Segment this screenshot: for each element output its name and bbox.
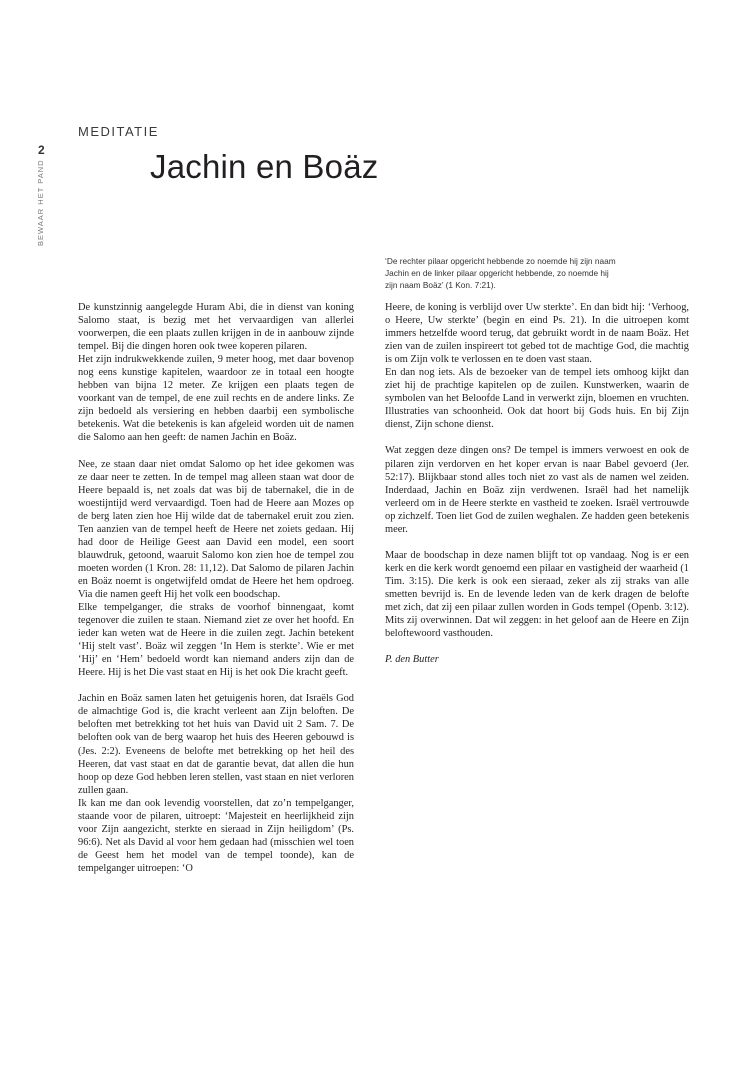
paragraph: De kunstzinnig aangelegde Huram Abi, die in dienst van koning Salomo staat, is bezig met het vervaardigen van allerlei voorwerpen, die een plaats zullen krijgen in de in aanbouw zijnde tempel. Bij die dingen horen ook twee koperen pilaren. Het zijn indrukwekkende zuilen, 9 meter hoog, met daar bovenop nog eens kunstige kapitelen, waardoor ze in totaal een hoogte hebben van bijna 12 meter. Ze krijgen een plaats tegen de voorkant van de tempel, de ene zuil rechts en de andere links. Ze zijn bedoeld als versiering en hebben daarbij een symbolische betekenis. Wat die betekenis is kan afgeleid worden uit de namen die Salomo aan hen geeft: de namen Jachin en Boäz. (78, 302, 354, 444)
epigraph-line: Jachin en de linker pilaar opgericht hebbende, zo noemde hij (385, 268, 609, 278)
publication-label: BEWAAR HET PAND (36, 159, 45, 246)
epigraph-line: ‘De rechter pilaar opgericht hebbende zo noemde hij zijn naam (385, 256, 616, 266)
author-signature: P. den Butter (385, 654, 439, 666)
epigraph-line: zijn naam Boäz’ (1 Kon. 7:21). (385, 280, 496, 290)
left-column (78, 301, 354, 888)
page-title: Jachin en Boäz (150, 148, 379, 185)
paragraph: Heere, de koning is verblijd over Uw sterkte’. En dan bidt hij: ‘Verhoog, o Heere, Uw sterkte’ (begin en eind Ps. 21). In die uitroepen komt immers hetzelfde woord terug, dat gebruikt wordt in de naam Boäz. Het zien van de zuilen inspireert tot gebed tot de machtige God, die machtig is om Zijn volk te verlossen en te doen vast staan. En dan nog iets. Als de bezoeker van de tempel iets omhoog kijkt dan ziet hij de prachtige kapitelen op de zuilen. Kunstwerken, waarin de symbolen van het Beloofde Land in verwerkt zijn, bloemen en vruchten. Illustraties van schoonheid. Ook dat hoort bij Gods huis. En bij Zijn dienst, Zijn schone dienst. (385, 302, 689, 431)
paragraph: Wat zeggen deze dingen ons? De tempel is immers verwoest en ook de pilaren zijn verdorven en het koper ervan is naar Babel gevoerd (Jer. 52:17). Blijkbaar stond alles toch niet zo vast als de namen wel zeiden. Inderdaad, Jachin en Boäz zijn verdwenen. Israël had het namelijk verleerd om in de Heere sterkte en vastheid te zoeken. Israël vertrouwde op zichzelf. Toen liet God de zuilen weghalen. Ze hadden geen betekenis meer. (385, 445, 689, 535)
page-number: 2 (38, 143, 45, 157)
paragraph: Jachin en Boäz samen laten het getuigenis horen, dat Israëls God de almachtige God is, die kracht verleent aan Zijn beloften. De beloften met betrekking tot het huis van David uit 2 Sam. 7. De beloften ook van de berg waarop het huis des Heeren gebouwd is (Jes. 2:2). Eveneens de belofte met betrekking op het heil des Heeren, dat vast staat en dat de garantie bevat, dat allen die hun hoop op deze God hebben leren stellen, vast staan en niet verloren zullen gaan. Ik kan me dan ook levendig voorstellen, dat zo’n tempelganger, staande voor de pilaren, uitroept: ‘Majesteit en heerlijkheid zijn voor Zijn aangezicht, sterkte en sieraad in Zijn heiligdom’ (Ps. 96:6). Net als David al voor hem gedaan had (misschien wel toen de Geest hem het model van de tempel toonde), kan de tempelganger uitroepen: ‘O (78, 693, 354, 874)
epigraph (385, 255, 685, 291)
section-label: MEDITATIE (78, 124, 159, 139)
right-column (385, 301, 689, 679)
paragraph: Maar de boodschap in deze namen blijft tot op vandaag. Nog is er een kerk en die kerk wordt genoemd een pilaar en vastigheid der waarheid (1 Tim. 3:15). Die kerk is ook een sieraad, zeker als zij straks van alle smetten bevrijd is. En de levende leden van de kerk dragen de belofte met zich, dat zij een pilaar zullen worden in Gods tempel (Openb. 3:12). Mits zij overwinnen. Dat wil zeggen: in het geloof aan de Heere en Zijn beloftewoord vasthouden. (385, 549, 689, 640)
paragraph: Nee, ze staan daar niet omdat Salomo op het idee gekomen was ze daar neer te zetten. In de tempel mag alleen staan wat door de Heere bepaald is, net zoals dat was bij de tabernakel, die in de woestijntijd werd vervaardigd. Toen had de Heere aan Mozes op de berg laten zien hoe Hij wilde dat de tabernakel eruit zou zien. Ten aanzien van de tempel heeft de Heere net zoiets gedaan. Hij had door de Heilige Geest aan David een model, een soort blauwdruk, getoond, waaruit Salomo kon zien hoe de tempel zou moeten worden (1 Kron. 28: 11,12). Dat Salomo de pilaren Jachin en Boäz noemt is ongetwijfeld omdat de Heere het hem opdroeg. Via die namen geeft Hij het volk een boodschap. Elke tempelganger, die straks de voorhof binnengaat, komt tegenover die zuilen te staan. Niemand ziet ze over het hoofd. En ieder kan weten wat de Heere in die zuilen zegt. Jachin betekent ‘Hij stelt vast’. Boäz wil zeggen ‘In Hem is sterkte’. Wie er met ‘Hij’ en ‘Hem’ bedoeld wordt kan niemand anders zijn dan de Heere. Hij is het Die vast staat en Hij is het ook Die kracht geeft. (78, 458, 354, 679)
